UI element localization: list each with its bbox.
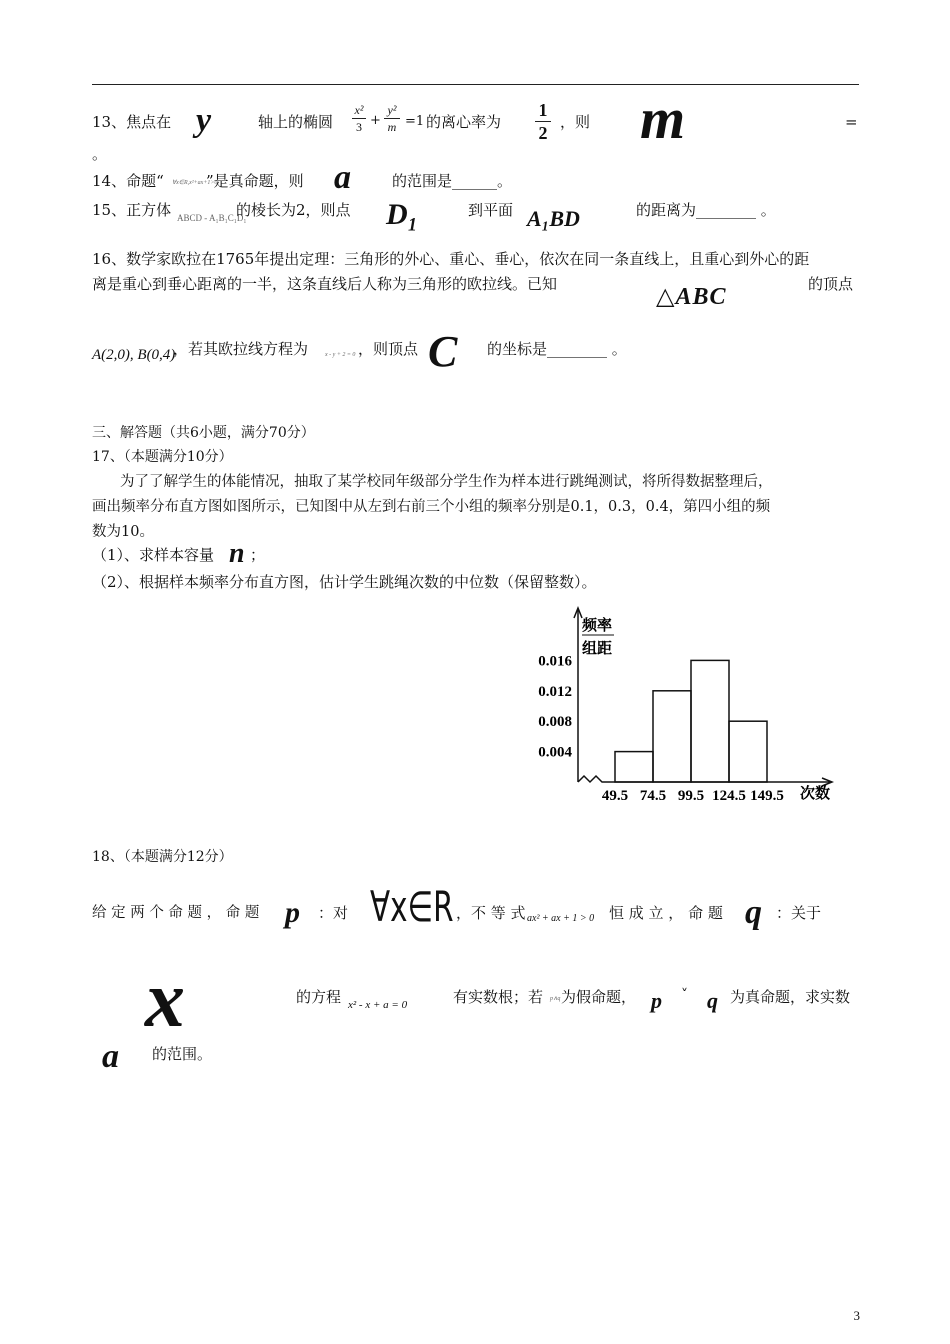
- y-tick-label: 0.016: [538, 653, 572, 670]
- q16-line3-mid: ，若其欧拉线方程为: [173, 340, 309, 358]
- histogram-bar: [615, 752, 653, 782]
- frequency-histogram: [530, 600, 850, 810]
- q18-line3: 的范围。: [152, 1045, 213, 1063]
- q18-q-or: q: [707, 988, 718, 1013]
- section-3-heading: 三、解答题（共6小题，满分70分）: [92, 425, 315, 441]
- q13-var-m: m: [640, 86, 684, 151]
- q17-body-line3: 数为10。: [92, 524, 154, 540]
- q18-line2-mid: 有实数根；若: [453, 988, 544, 1006]
- y-tick-label: 0.012: [538, 683, 572, 700]
- x-tick-label: 74.5: [639, 788, 667, 804]
- ellipse-y-frac: y² m: [384, 104, 400, 133]
- y-tick-label: 0.008: [538, 714, 572, 731]
- q18-line1-pre: 给 定 两 个 命 题 ， 命 题: [92, 905, 260, 921]
- eccentricity-frac: 1 2: [535, 101, 551, 142]
- q16-triangle: △ABC: [656, 284, 727, 310]
- q15-prefix: 15、正方体: [92, 201, 172, 219]
- q17-sub2: （2）、根据样本频率分布直方图，估计学生跳绳次数的中位数（保留整数）。: [92, 573, 597, 591]
- q18-var-a: a: [102, 1038, 119, 1075]
- q18-line1-mid: ，不 等 式: [456, 904, 526, 922]
- q15-point-d1: D₁: [386, 198, 419, 231]
- q15-plane: A₁BD: [527, 206, 580, 231]
- q15-to-plane: 到平面: [468, 201, 514, 219]
- q18-inequality: ax² + ax + 1 > 0: [527, 913, 595, 924]
- q15-tail: 的距离为________ 。: [636, 201, 776, 219]
- q18-var-p: p: [285, 896, 300, 929]
- forall-x-in-r: ∀x∈R: [370, 882, 454, 931]
- q18-line1-tail: ：关于: [776, 904, 822, 922]
- q16-line3-tail: 的坐标是________ 。: [487, 340, 627, 358]
- q13-equals: =: [845, 113, 858, 131]
- q14-prefix: 14、命题“: [92, 172, 164, 190]
- page-number: 3: [853, 1308, 860, 1323]
- q16-line2-post: 的顶点: [808, 275, 854, 293]
- q18-line2-mid2: 为假命题，: [561, 988, 637, 1006]
- q16-line3-post: ，则顶点: [358, 340, 419, 358]
- q16-points: A(2,0), B(0,4): [92, 347, 176, 363]
- x-tick-label: 49.5: [601, 788, 629, 804]
- q14-tail: 的范围是______。: [392, 172, 513, 190]
- histogram-bar: [729, 721, 767, 782]
- q14-var-a: a: [334, 159, 351, 196]
- ellipse-equals: =1: [405, 114, 425, 129]
- histogram-bar: [653, 691, 691, 782]
- q14-proposition: ∀x∈R,x²+ax+1>0: [172, 180, 218, 186]
- q13-post: 的离心率为: [426, 113, 502, 131]
- y-axis-label-bottom: 组距: [582, 641, 613, 657]
- x-tick-label: 99.5: [677, 788, 705, 804]
- q18-line2-post: 为真命题，求实数: [730, 988, 851, 1006]
- q17-body-line1: 为了了解学生的体能情况，抽取了某学校同年级部分学生作为样本进行跳绳测试，将所得数据整理后，: [120, 474, 773, 490]
- ellipse-plus: +: [370, 113, 381, 128]
- q15-mid: 的棱长为2，则点: [236, 201, 351, 219]
- ellipse-x-frac: x² 3: [352, 104, 366, 133]
- x-axis-label: 次数: [800, 786, 831, 802]
- q17-sub1: （1）、求样本容量: [92, 546, 215, 564]
- q13-mid: 轴上的椭圆: [258, 113, 334, 131]
- q18-var-x: x: [145, 956, 185, 1044]
- y-axis-label-top: 频率: [582, 618, 613, 634]
- x-axis: [578, 776, 830, 782]
- q18-colon-dui: ：对: [318, 904, 349, 922]
- top-rule: [92, 84, 859, 85]
- x-tick-label: 149.5: [750, 788, 784, 804]
- q13-end: 。: [92, 145, 108, 163]
- q16-euler-line: x - y + 2 = 0: [325, 352, 356, 358]
- q17-heading: 17、（本题满分10分）: [92, 449, 233, 465]
- q18-equation: x² - x + a = 0: [348, 999, 408, 1011]
- x-tick-label: 124.5: [712, 788, 746, 804]
- q18-var-q: q: [745, 894, 762, 931]
- q13-var-y: y: [196, 102, 212, 139]
- q17-var-n: n: [229, 538, 245, 569]
- q18-p-and-q: p∧q: [550, 996, 561, 1002]
- q18-line2-pre: 的方程: [296, 988, 342, 1006]
- q18-line1-post: 恒 成 立 ， 命 题: [609, 904, 723, 922]
- q16-line1: 16、数学家欧拉在1765年提出定理：三角形的外心、重心、垂心，依次在同一条直线上，且重心到外心的距: [92, 250, 810, 268]
- q14-post: ”是真命题，则: [206, 172, 304, 190]
- q18-or-symbol: ˅: [681, 987, 688, 1003]
- y-tick-label: 0.004: [538, 744, 572, 761]
- q17-sub1-end: ；: [250, 546, 266, 564]
- q13-then: ，则: [560, 113, 591, 131]
- q13-prefix: 13、焦点在: [92, 113, 172, 131]
- q18-heading: 18、（本题满分12分）: [92, 849, 233, 865]
- q15-cube: ABCD - A₁B₁C₁D₁: [177, 213, 247, 223]
- q18-p-or: p: [651, 988, 662, 1013]
- q17-body-line2: 画出频率分布直方图如图所示，已知图中从左到右前三个小组的频率分别是0.1，0.3，0.4，第四小组的频: [92, 499, 771, 515]
- histogram-bar: [691, 660, 729, 782]
- q16-line2-pre: 离是重心到垂心距离的一半，这条直线后人称为三角形的欧拉线。已知: [92, 275, 558, 293]
- q16-var-c: C: [428, 327, 458, 376]
